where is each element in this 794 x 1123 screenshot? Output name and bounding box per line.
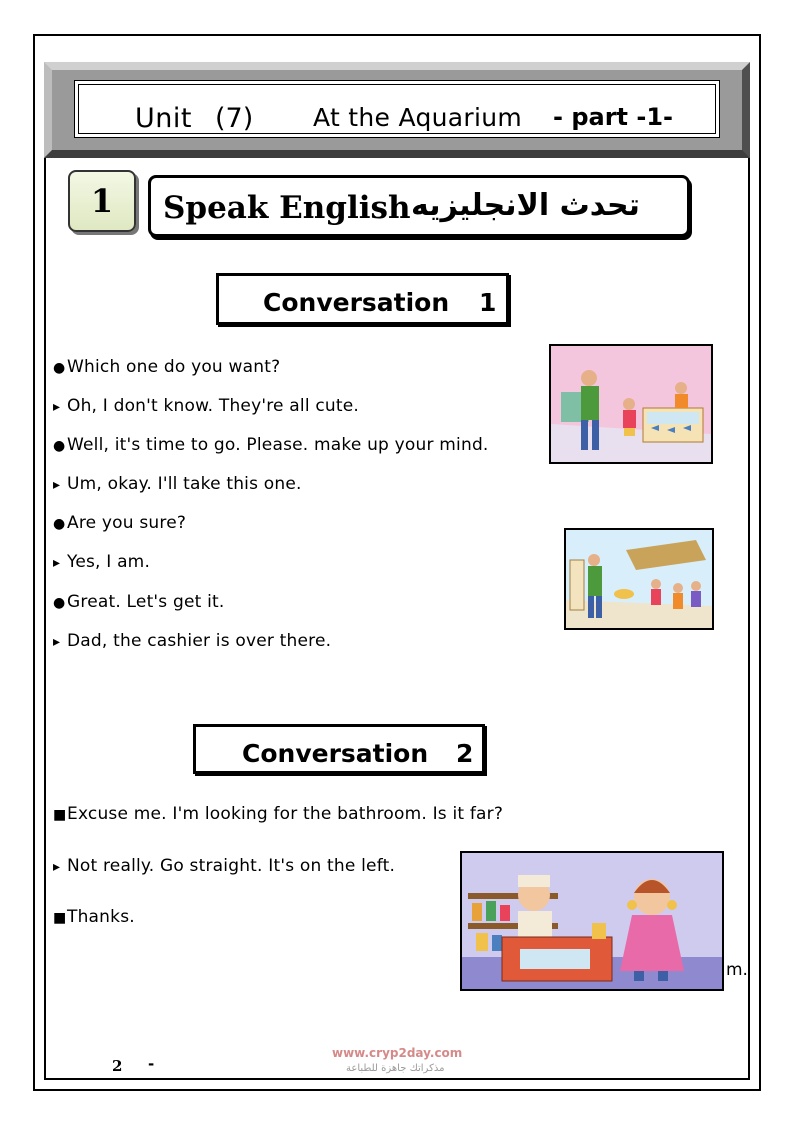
unit-title-banner (44, 62, 750, 158)
shopkeeper-girl-drawing (462, 853, 722, 989)
circle-bullet-icon: ● (53, 595, 66, 611)
unit-title: At the Aquarium (313, 103, 523, 132)
circle-bullet-icon: ● (53, 360, 66, 376)
conversation-2-line: ■Thanks. (53, 907, 135, 927)
section-title-arabic: تحدث الانجليزيه (411, 188, 640, 223)
conversation-1-number: 1 (479, 288, 497, 317)
watermark-tagline: مذكراتك جاهزة للطباعة (346, 1063, 445, 1074)
aquarium-shop-drawing (551, 346, 711, 462)
triangle-bullet-icon: ▸ (53, 634, 61, 650)
triangle-bullet-icon: ▸ (53, 477, 61, 493)
conversation-1-line: ▸ Yes, I am. (53, 552, 151, 572)
section-title-english: Speak English (163, 190, 411, 226)
store-scene-drawing (566, 530, 712, 628)
triangle-bullet-icon: ▸ (53, 399, 61, 415)
stray-text: m. (726, 960, 748, 980)
conversation-1-line: ▸ Dad, the cashier is over there. (53, 631, 332, 651)
section-title-box (148, 175, 690, 237)
conversation-1-line: ●Which one do you want? (53, 357, 281, 377)
conversation-2-title: Conversation (242, 739, 429, 768)
unit-part: - part -1- (553, 103, 673, 131)
shopkeeper-girl-illustration (460, 851, 724, 991)
conversation-2-line: ■Excuse me. I'm looking for the bathroom. Is it far? (53, 804, 504, 824)
aquarium-shop-illustration (549, 344, 713, 464)
conversation-1-line: ▸ Um, okay. I'll take this one. (53, 474, 302, 494)
unit-number: (7) (215, 103, 254, 134)
unit-title-panel (74, 80, 720, 138)
section-number: 1 (90, 182, 114, 220)
conversation-2-line: ▸ Not really. Go straight. It's on the left. (53, 856, 396, 876)
page-number: 2 (112, 1057, 123, 1075)
circle-bullet-icon: ● (53, 516, 66, 532)
section-number-badge (68, 170, 136, 232)
conversation-2-heading (193, 724, 485, 774)
conversation-2-number: 2 (456, 739, 474, 768)
conversation-1-title: Conversation (263, 288, 450, 317)
triangle-bullet-icon: ▸ (53, 859, 61, 875)
square-bullet-icon: ■ (53, 910, 67, 926)
conversation-1-line: ●Well, it's time to go. Please. make up your mind. (53, 435, 489, 455)
watermark-url: www.cryp2day.com (332, 1046, 463, 1060)
unit-label: Unit (135, 103, 192, 134)
circle-bullet-icon: ● (53, 438, 66, 454)
conversation-1-line: ▸ Oh, I don't know. They're all cute. (53, 396, 360, 416)
conversation-1-heading (216, 273, 509, 325)
conversation-1-line: ●Great. Let's get it. (53, 592, 225, 612)
triangle-bullet-icon: ▸ (53, 555, 61, 571)
store-scene-illustration (564, 528, 714, 630)
square-bullet-icon: ■ (53, 807, 67, 823)
conversation-1-line: ●Are you sure? (53, 513, 187, 533)
footer-dash: - (148, 1055, 155, 1073)
